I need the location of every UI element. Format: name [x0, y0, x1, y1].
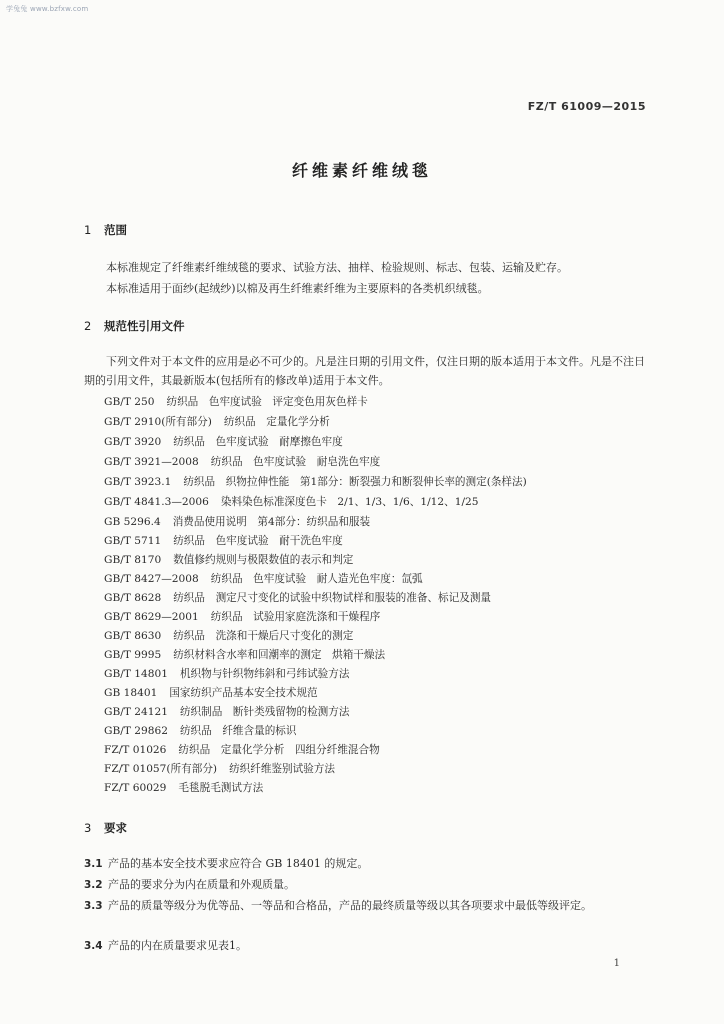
reference-title: 染料染色标准深度色卡 2/1、1/3、1/6、1/12、1/25	[220, 496, 479, 508]
reference-title: 机织物与针织物纬斜和弓纬试验方法	[179, 668, 350, 680]
reference-title: 纺织品 试验用家庭洗涤和干燥程序	[210, 611, 381, 623]
reference-item	[104, 571, 423, 586]
reference-code: GB/T 14801	[104, 668, 168, 680]
section-number: 2	[84, 319, 92, 333]
reference-code: GB/T 3920	[104, 436, 162, 448]
reference-code: GB/T 8427—2008	[104, 573, 199, 585]
reference-code: GB/T 250	[104, 396, 155, 408]
reference-item	[104, 609, 380, 624]
section-2-heading	[84, 318, 185, 334]
reference-code: GB/T 5711	[104, 535, 162, 547]
clause-3-4	[84, 936, 644, 956]
section-number: 3	[84, 821, 92, 835]
reference-code: GB/T 8628	[104, 592, 162, 604]
reference-item	[104, 780, 263, 795]
reference-item	[104, 761, 335, 776]
reference-code: FZ/T 01057(所有部分)	[104, 763, 218, 775]
scope-paragraph-2: 本标准适用于面纱(起绒纱)以棉及再生纤维素纤维为主要原料的各类机织绒毯。	[106, 282, 489, 295]
reference-code: GB/T 9995	[104, 649, 162, 661]
reference-code: GB/T 8630	[104, 630, 162, 642]
clause-text: 产品的质量等级分为优等品、一等品和合格品，产品的最终质量等级以其各项要求中最低等级评定。	[108, 899, 592, 912]
reference-title: 纺织品 纤维含量的标识	[179, 725, 297, 737]
reference-title: 纺织制品 断针类残留物的检测方法	[179, 706, 350, 718]
reference-item	[104, 647, 385, 662]
reference-code: FZ/T 60029	[104, 782, 167, 794]
clause-text: 产品的要求分为内在质量和外观质量。	[108, 878, 295, 891]
reference-title: 纺织品 织物拉伸性能 第1部分：断裂强力和断裂伸长率的测定(条样法)	[183, 476, 527, 488]
reference-title: 消费品使用说明 第4部分：纺织品和服装	[172, 516, 371, 528]
reference-title: 国家纺织产品基本安全技术规范	[169, 687, 318, 699]
page-number: 1	[613, 958, 620, 969]
reference-code: GB 18401	[104, 687, 158, 699]
reference-item	[104, 434, 343, 449]
reference-item	[104, 666, 349, 681]
reference-code: GB/T 8629—2001	[104, 611, 199, 623]
reference-code: FZ/T 01026	[104, 744, 167, 756]
reference-title: 纺织品 洗涤和干燥后尺寸变化的测定	[173, 630, 354, 642]
reference-code: GB/T 24121	[104, 706, 168, 718]
reference-title: 纺织品 色牢度试验 耐皂洗色牢度	[210, 456, 381, 468]
reference-title: 纺织纤维鉴别试验方法	[229, 763, 335, 775]
reference-code: GB/T 4841.3—2006	[104, 496, 209, 508]
reference-item	[104, 414, 330, 429]
section-1-heading	[84, 222, 127, 238]
clause-text: 产品的内在质量要求见表1。	[108, 939, 247, 952]
clause-3-1	[84, 854, 644, 874]
clause-number: 3.1	[84, 858, 103, 870]
reference-title: 纺织品 测定尺寸变化的试验中织物试样和服装的准备、标记及测量	[173, 592, 492, 604]
reference-code: GB/T 3923.1	[104, 476, 172, 488]
reference-title: 纺织品 定量化学分析	[223, 416, 330, 428]
reference-item	[104, 394, 368, 409]
section-number: 1	[84, 223, 92, 237]
reference-item	[104, 685, 318, 700]
clause-number: 3.3	[84, 900, 103, 912]
clause-3-3	[84, 896, 644, 916]
references-intro: 下列文件对于本文件的应用是必不可少的。凡是注日期的引用文件，仅注日期的版本适用于本文件。凡是不注日期的引用文件，其最新版本(包括所有的修改单)适用于本文件。	[84, 355, 645, 387]
clause-3-2	[84, 875, 644, 895]
reference-title: 纺织品 色牢度试验 耐人造光色牢度：氙弧	[210, 573, 423, 585]
reference-item	[104, 514, 370, 529]
reference-title: 毛毯脱毛测试方法	[178, 782, 264, 794]
reference-item	[104, 742, 380, 757]
scope-paragraph-1: 本标准规定了纤维素纤维绒毯的要求、试验方法、抽样、检验规则、标志、包装、运输及贮存。	[106, 261, 568, 274]
reference-title: 数值修约规则与极限数值的表示和判定	[173, 554, 354, 566]
reference-code: GB/T 8170	[104, 554, 162, 566]
reference-title: 纺织品 色牢度试验 耐干洗色牢度	[173, 535, 343, 547]
reference-title: 纺织品 定量化学分析 四组分纤维混合物	[178, 744, 380, 756]
document-title: 纤维素纤维绒毯	[291, 161, 432, 180]
reference-item	[104, 552, 353, 567]
watermark: 学兔兔 www.bzfxw.com	[6, 5, 89, 13]
section-title: 范围	[104, 223, 127, 237]
section-title: 规范性引用文件	[104, 319, 185, 333]
clause-text: 产品的基本安全技术要求应符合 GB 18401 的规定。	[108, 857, 369, 870]
reference-item	[104, 704, 349, 719]
reference-code: GB 5296.4	[104, 516, 161, 528]
reference-item	[104, 494, 479, 509]
reference-item	[104, 723, 296, 738]
section-title: 要求	[104, 821, 127, 835]
reference-item	[104, 474, 527, 489]
reference-title: 纺织品 色牢度试验 评定变色用灰色样卡	[166, 396, 368, 408]
reference-item	[104, 590, 491, 605]
standard-code: FZ/T 61009—2015	[527, 100, 646, 113]
clause-number: 3.2	[84, 879, 103, 891]
reference-item	[104, 533, 343, 548]
reference-title: 纺织品 色牢度试验 耐摩擦色牢度	[173, 436, 343, 448]
reference-item	[104, 628, 353, 643]
reference-code: GB/T 3921—2008	[104, 456, 199, 468]
section-3-heading	[84, 820, 127, 836]
reference-code: GB/T 2910(所有部分)	[104, 416, 212, 428]
reference-title: 纺织材料含水率和回潮率的测定 烘箱干燥法	[173, 649, 386, 661]
clause-number: 3.4	[84, 940, 103, 952]
reference-item	[104, 454, 380, 469]
reference-code: GB/T 29862	[104, 725, 168, 737]
